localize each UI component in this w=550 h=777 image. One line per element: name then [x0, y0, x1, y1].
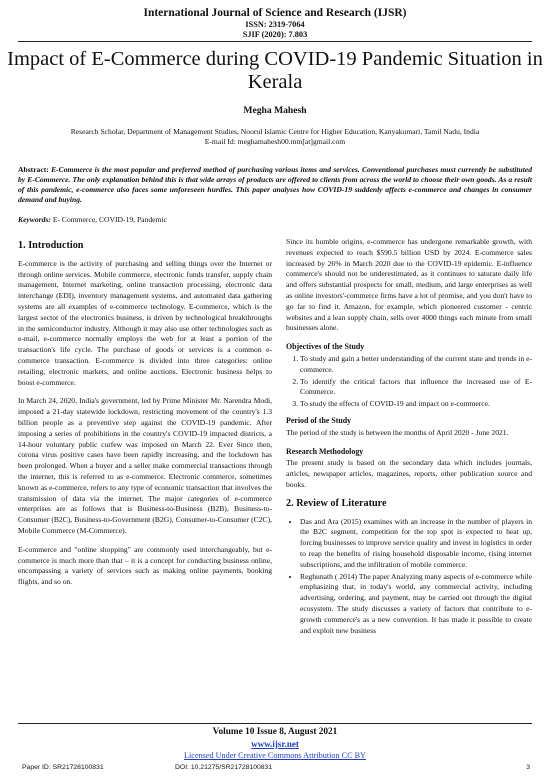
intro-paragraph-4: Since its humble origins, e-commerce has undergone remarkable growth, with revenues expected to reach $590.5 billion USD by 2024. E-commerce sales increased by 26% in March 2020 due to the COVID-19 epidemic. E-influence commerce's should not be underestimated, as it continues to saturate daily life and offers substantial prospects for small, medium, and large enterprises as well as online investors'-commerce firms have a lot of promise, and you don't have to go far to find it. Amazon, for example, which pioneered customer - centric websites and a lean supply chain, sells over 4000 things each minute from small businesses alone.	[286, 237, 532, 333]
review-heading: 2. Review of Literature	[286, 497, 387, 509]
author-email: E-mail Id: meghamahesh00.mm[at]gmail.com	[204, 137, 346, 146]
methodology-text: The present study is based on the secondary data which includes journals, articles, newspaper articles, magazines, reports, other publication source and books.	[286, 458, 532, 489]
objectives-heading: Objectives of the Study	[286, 342, 365, 352]
intro-paragraph-1: E-commerce is the activity of purchasing and selling things over the Internet or through online services. Mobile commerce, electronic funds transfer, supply chain management, Internet marketing, online transaction processing, electronic data interchange (EDI), inventory management systems, and automated data gathering systems are all examples of e-commerce technology. E-commerce, which is the largest sector of the electronics business, is driven by technological breakthroughs in the semiconductor industry. Although it may also use other technologies such as e-mail, e-commerce normally employs the web for at least a portion of the transaction's life cycle. The purchase of goods or services is a common e-commerce transaction. E-commerce is divided into three categories: online retailing, electronic markets, and online auctions. Electronic business helps to boost e-commerce.	[18, 258, 272, 387]
abstract-label: Abstract:	[18, 165, 49, 174]
journal-header	[0, 0, 550, 40]
objective-item: 2. To identify the critical factors that influence the increased use of E-Commerce.	[300, 377, 532, 399]
journal-name: International Journal of Science and Research (IJSR)	[143, 7, 407, 19]
paper-id: Paper ID: SR21728100831	[22, 764, 104, 771]
right-column	[286, 237, 532, 642]
journal-issn: ISSN: 2319-7064	[245, 20, 305, 29]
introduction-heading: 1. Introduction	[18, 240, 84, 251]
doi: DOI: 10.21275/SR21728100831	[175, 764, 273, 771]
volume-issue: Volume 10 Issue 8, August 2021	[212, 727, 338, 737]
journal-website-link[interactable]: www.ijsr.net	[251, 739, 299, 749]
keywords	[18, 215, 532, 225]
intro-paragraph-3: E-commerce and "online shopping" are commonly used interchangeably, but e-commerce is much more than that – it is a concept for conducting business online, encompassing a variety of services such as making online payments, booking flights, and so on.	[18, 544, 272, 587]
abstract	[18, 165, 532, 205]
period-text: The period of the study is between the months of April 2020 - June 2021.	[286, 427, 509, 437]
objective-item: 1. To study and gain a better understanding of the current state and trends in e-commerce.	[300, 354, 532, 376]
page-number: 3	[526, 764, 530, 771]
footer-rule	[18, 723, 532, 724]
objective-item: 3. To study the effects of COVID-19 and impact on e-commerce.	[300, 399, 532, 410]
header-rule	[18, 41, 532, 42]
review-item: • Das and Ara (2015) examines with an increase in the number of players in the B2C segment, competition for the top spot is expected to heat up, forcing businesses to improve service quality and invest in logistics in order to reap the benefits of rising household disposable income, rising internet subscriptions, and the infiltration of mobile commerce.	[300, 517, 532, 571]
license-link[interactable]: Licensed Under Creative Commons Attribution CC BY	[184, 751, 366, 760]
review-item: • Reghunath ( 2014) The paper Analyzing many aspects of e-commerce while emphasizing that, in today's world, any commercial activity, including advertising, ordering, and payment, may be carried out through the digital ecosystem. The study discusses a variety of factors that contribute to e-growth commerce's as a new convention. It has made it possible to create and exploit new business	[300, 572, 532, 637]
keywords-label: Keywords:	[18, 215, 51, 224]
review-list	[286, 517, 532, 637]
paper-title: Impact of E-Commerce during COVID-19 Pandemic Situation in Kerala	[7, 48, 543, 93]
methodology-heading: Research Methodology	[286, 446, 364, 456]
objectives-list	[286, 354, 532, 410]
abstract-text: E-Commerce is the most popular and preferred method of purchasing various items and services. Conventional purchases must currently be substituted by E-Commerce. The only explanation behind this is that wide arrays of products are offered to clients from across the world to choose their own goods. As a result of this pandemic, e-commerce also faces some unforeseen hurdles. This paper analyses how COVID-19 suddenly affects e-commerce and changes in consumer demand and buying.	[18, 165, 532, 204]
period-heading: Period of the Study	[286, 415, 352, 425]
author-name: Megha Mahesh	[243, 105, 307, 116]
affiliation-text: Research Scholar, Department of Management Studies, Noorul Islamic Centre for Higher Education, Kanyakumari, Tamil Nadu, India	[70, 127, 480, 136]
intro-paragraph-2: In March 24, 2020, India's government, led by Prime Minister Mr. Narendra Modi, imposed a 21-day statewide lockdown, restricting movement of the country's 1.3 billion people as a preventive step against the COVID-19 pandemic. After imposing a series of prohibitions in the country's COVID-19 impacted districts, a 14-hour voluntary public curfew was imposed on March 22. Ever Since then, corona virus positive cases have been rapidly increasing, and the lockdown has been prolonged. When a buyer and a seller make commercial transactions through the internet, this is referred to as e-commerce. Electronic commerce, sometimes known as e-commerce, refers to any type of economic transaction that involves the transmission of data via the internet. The major categories of e-commerce enterprises are as follows that is Business-to-Business (B2B), Business-to-Consumer (B2C), Business-to-Government (B2G), Consumer-to-Consumer (C2C), Mobile Commerce (M-Commerce).	[18, 396, 272, 535]
journal-sjif: SJIF (2020): 7.803	[242, 30, 308, 39]
author-affiliation	[18, 127, 532, 147]
keywords-text: E- Commerce, COVID-19, Pandemic	[52, 215, 167, 224]
left-column	[18, 237, 272, 596]
